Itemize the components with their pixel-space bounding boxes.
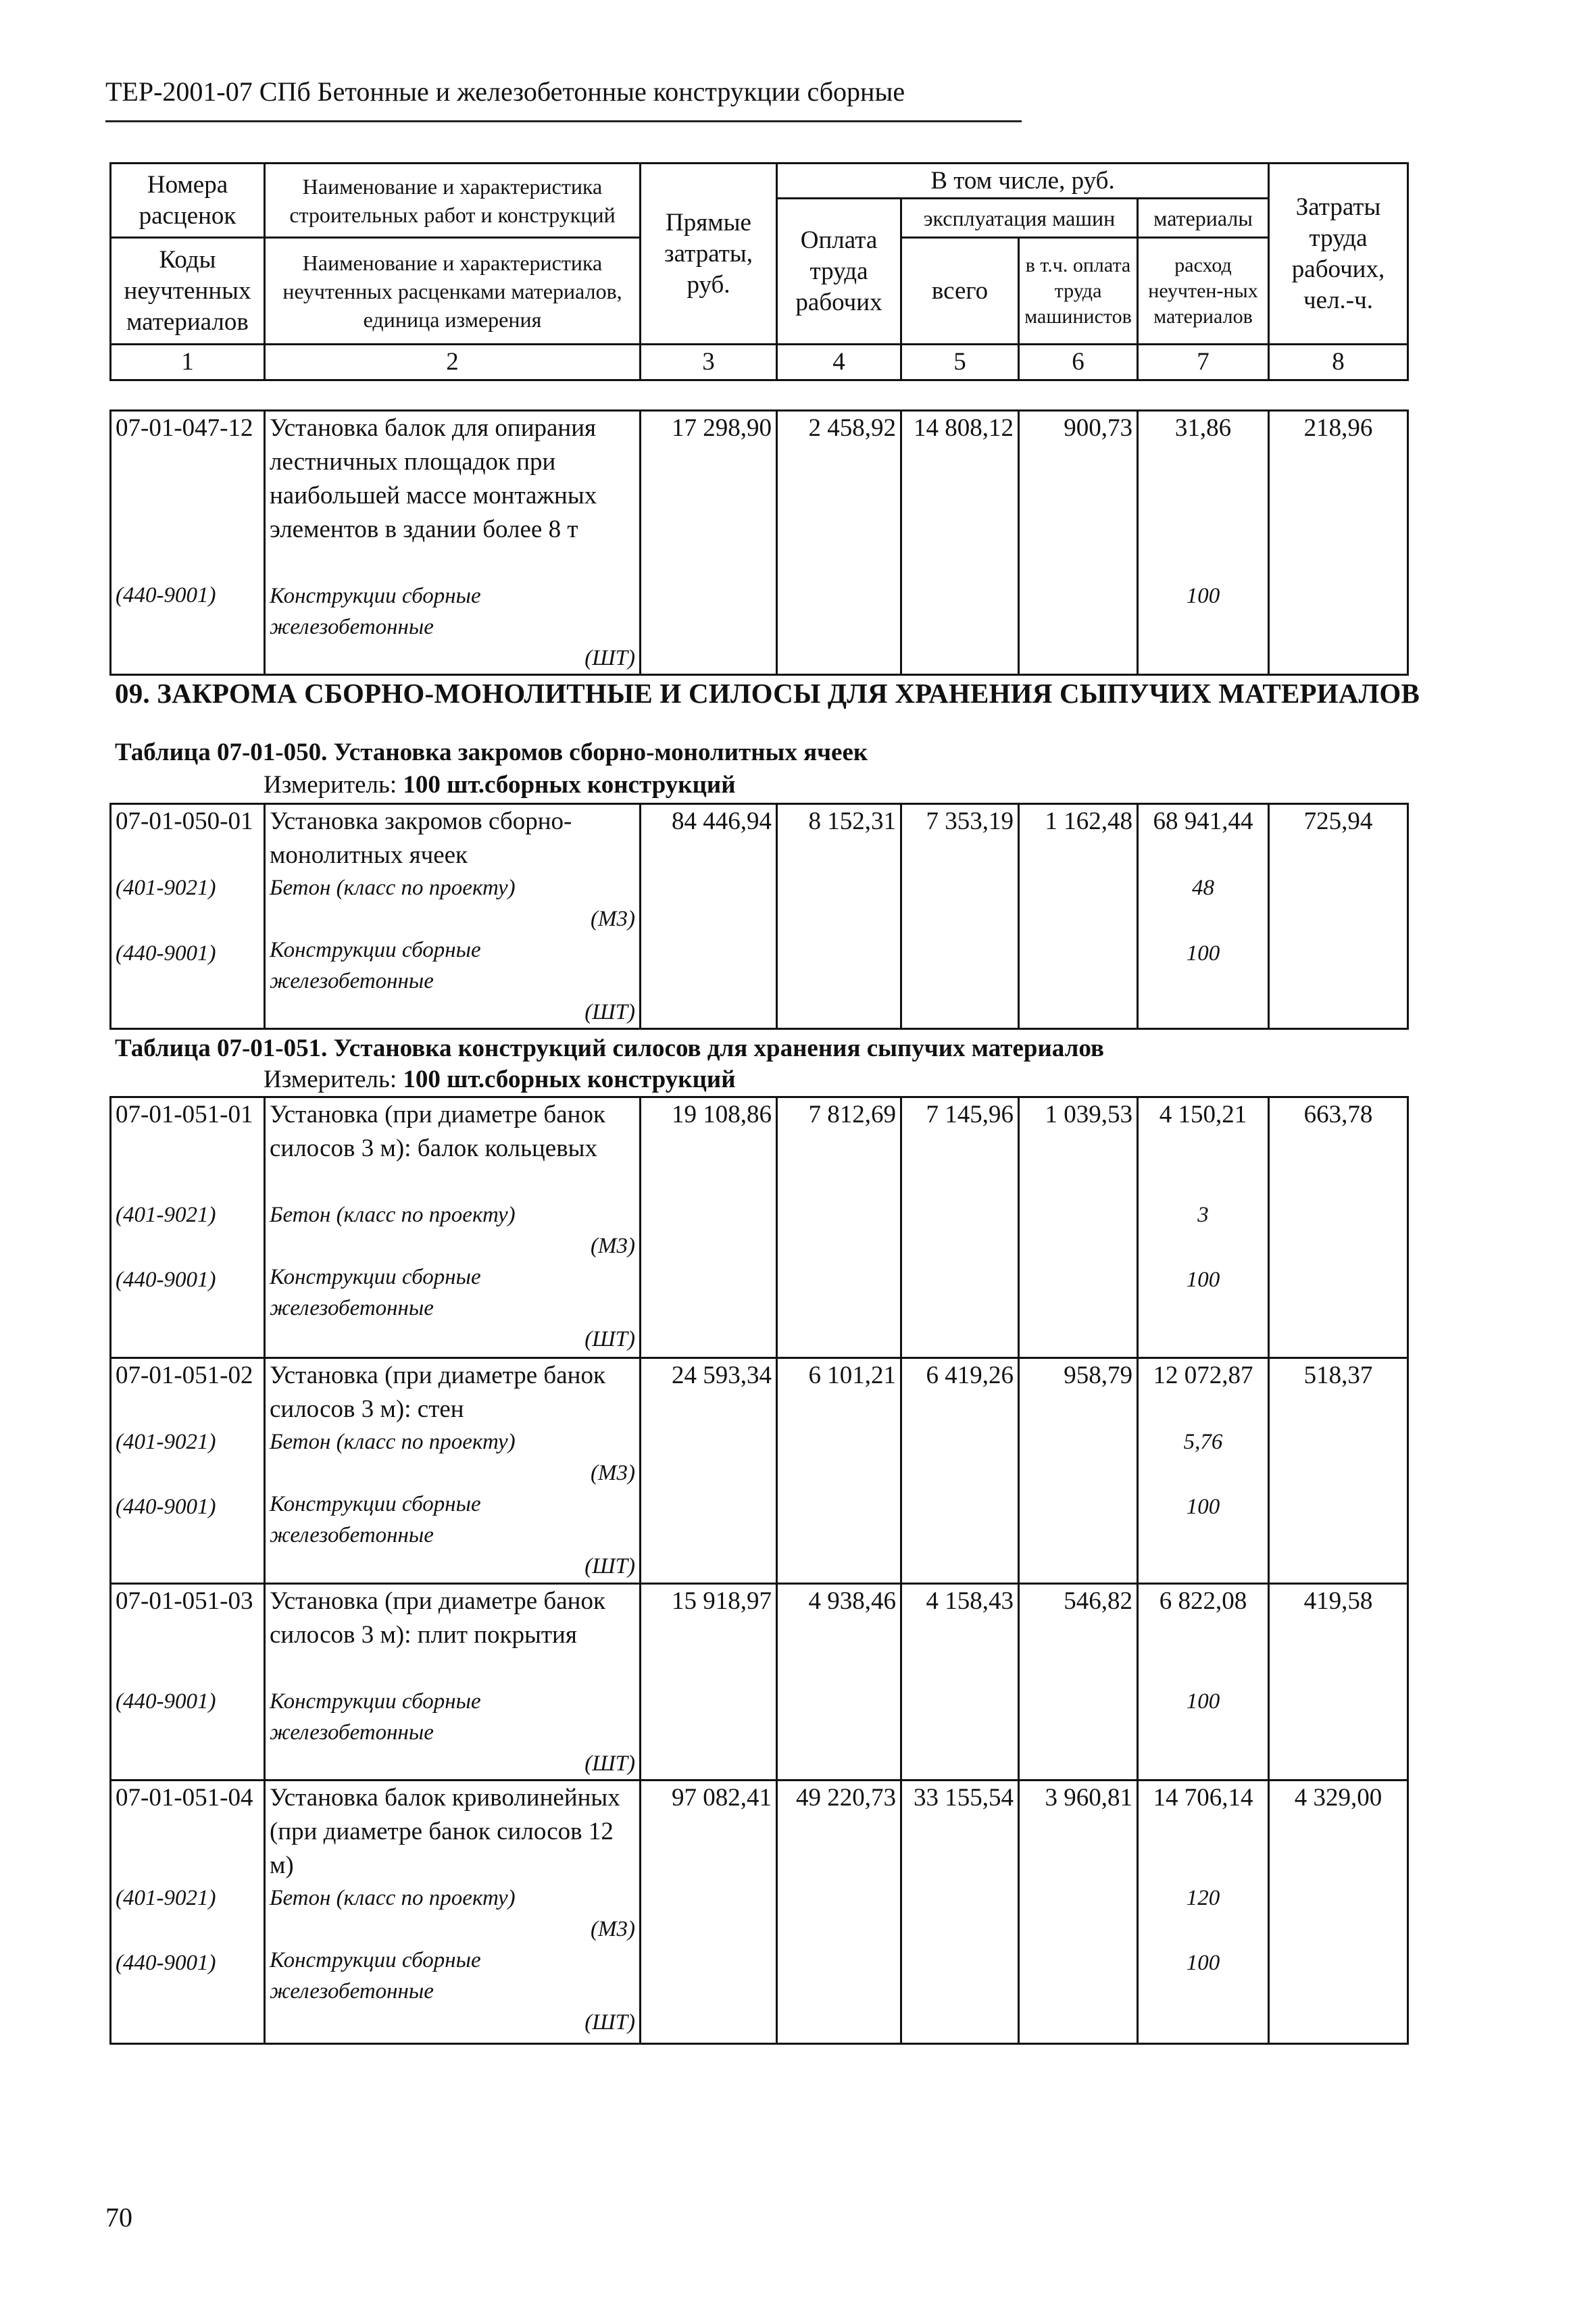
direct-cost: 24 593,34: [641, 1358, 777, 1584]
rate-row: [111, 804, 1408, 1029]
material-qty: 100: [1186, 1689, 1220, 1714]
rate-table-047: [109, 409, 1409, 676]
material-code: (401-9021): [116, 1203, 216, 1227]
rate-row: [111, 1584, 1408, 1781]
measure-label: Измеритель:: [264, 1066, 397, 1093]
material-name: Конструкции сборные железобетонные: [270, 1948, 481, 2003]
material-code: (401-9021): [116, 876, 216, 900]
materials-cost: 14 706,14: [1153, 1784, 1253, 1812]
material-unit: (ШТ): [584, 1554, 635, 1578]
col-number: 1: [111, 345, 265, 380]
machine-cost: 33 155,54: [901, 1781, 1019, 2044]
materials-cost: 31,86: [1174, 414, 1232, 442]
table-051-measure: [264, 1065, 736, 1094]
column-header-table: [109, 162, 1409, 381]
labor-hours: 663,78: [1269, 1097, 1408, 1358]
labor-hours: 218,96: [1269, 411, 1408, 675]
material-code: (401-9021): [116, 1430, 216, 1454]
materials-cost: 6 822,08: [1159, 1587, 1247, 1615]
materials-cost: 68 941,44: [1153, 807, 1253, 835]
material-code: (440-9001): [116, 583, 216, 607]
material-unit: (М3): [591, 1917, 635, 1941]
direct-cost: 17 298,90: [641, 411, 777, 675]
material-name: Конструкции сборные железобетонные: [270, 584, 481, 639]
measure-value: 100 шт.сборных конструкций: [403, 771, 736, 799]
labor-cost: 7 812,69: [777, 1097, 901, 1358]
material-qty: 48: [1192, 876, 1214, 900]
operator-cost: 958,79: [1019, 1358, 1138, 1584]
material-unit: (ШТ): [584, 1751, 635, 1776]
material-name: Бетон (класс по проекту): [270, 1203, 516, 1227]
machine-cost: 14 808,12: [901, 411, 1019, 675]
labor-cost: 4 938,46: [777, 1584, 901, 1781]
measure-label: Измеритель:: [264, 771, 397, 799]
material-code: (440-9001): [116, 1951, 216, 1975]
labor-cost: 49 220,73: [777, 1781, 901, 2044]
material-qty: 5,76: [1183, 1430, 1223, 1454]
materials-cost: 12 072,87: [1153, 1362, 1253, 1389]
materials-header: материалы: [1138, 199, 1269, 238]
material-unit: (М3): [591, 1461, 635, 1485]
rate-code: 07-01-051-03: [116, 1587, 253, 1615]
material-unit: (ШТ): [584, 646, 635, 670]
material-code: (440-9001): [116, 1495, 216, 1519]
rate-row: [111, 1781, 1408, 2044]
rate-name: Установка (при диаметре банок силосов 3 м): балок кольцевых: [270, 1101, 605, 1162]
material-qty: 100: [1186, 1951, 1220, 1975]
direct-cost: 97 082,41: [641, 1781, 777, 2044]
material-qty: 100: [1186, 1495, 1220, 1519]
labor-hours: 4 329,00: [1269, 1781, 1408, 2044]
rate-code: 07-01-051-04: [116, 1784, 253, 1812]
col5-header: всего: [901, 238, 1019, 345]
machine-cost: 7 145,96: [901, 1097, 1019, 1358]
rate-name: Установка балок криволинейных (при диаметре банок силосов 12 м): [270, 1784, 620, 1879]
col-number: 6: [1019, 345, 1138, 380]
rate-table-051: [109, 1096, 1409, 2045]
material-qty: 100: [1186, 1268, 1220, 1292]
rate-name: Установка (при диаметре банок силосов 3 м): плит покрытия: [270, 1587, 605, 1649]
including-header: В том числе, руб.: [777, 164, 1269, 199]
rate-name: Установка балок для опирания лестничных площадок при наибольшей массе монтажных элементов в здании более 8 т: [270, 414, 597, 543]
direct-cost: 84 446,94: [641, 804, 777, 1029]
operator-cost: 3 960,81: [1019, 1781, 1138, 2044]
materials-cost: 4 150,21: [1159, 1101, 1247, 1128]
direct-cost: 15 918,97: [641, 1584, 777, 1781]
header-rule: [105, 120, 1022, 122]
rate-row: [111, 1358, 1408, 1584]
rate-name: Установка закромов сборно-монолитных ячеек: [270, 807, 572, 869]
col2-top-header: Наименование и характеристика строительных работ и конструкций: [265, 164, 641, 238]
col8-header: Затраты труда рабочих, чел.-ч.: [1269, 164, 1408, 345]
col1-top-header: Номера расценок: [111, 164, 265, 238]
rate-code: 07-01-050-01: [116, 807, 253, 835]
material-unit: (М3): [591, 1234, 635, 1258]
machine-cost: 6 419,26: [901, 1358, 1019, 1584]
column-numbers-row: [111, 345, 1408, 380]
col-number: 8: [1269, 345, 1408, 380]
material-unit: (ШТ): [584, 1327, 635, 1351]
material-code: (440-9001): [116, 941, 216, 966]
material-code: (440-9001): [116, 1268, 216, 1292]
col-number: 3: [641, 345, 777, 380]
operator-cost: 1 162,48: [1019, 804, 1138, 1029]
direct-cost: 19 108,86: [641, 1097, 777, 1358]
table-050-measure: [264, 770, 736, 799]
rate-name: Установка (при диаметре банок силосов 3 м): стен: [270, 1362, 605, 1423]
col1-bottom-header: Коды неучтенных материалов: [111, 238, 265, 345]
col3-header: Прямые затраты, руб.: [641, 164, 777, 345]
machine-cost: 7 353,19: [901, 804, 1019, 1029]
material-name: Бетон (класс по проекту): [270, 1430, 516, 1454]
col-number: 2: [265, 345, 641, 380]
labor-cost: 8 152,31: [777, 804, 901, 1029]
measure-value: 100 шт.сборных конструкций: [403, 1066, 736, 1093]
page-header-title: ТЕР-2001-07 СПб Бетонные и железобетонные конструкции сборные: [105, 76, 905, 107]
col-number: 7: [1138, 345, 1269, 380]
material-unit: (ШТ): [584, 2010, 635, 2035]
col2-bottom-header: Наименование и характеристика неучтенных расценками материалов, единица измерения: [265, 238, 641, 345]
labor-hours: 518,37: [1269, 1358, 1408, 1584]
rate-row: [111, 1097, 1408, 1358]
page-number: 70: [105, 2202, 132, 2233]
machines-header: эксплуатация машин: [901, 199, 1138, 238]
col-number: 5: [901, 345, 1019, 380]
rate-table-050: [109, 803, 1409, 1030]
machine-cost: 4 158,43: [901, 1584, 1019, 1781]
material-name: Конструкции сборные железобетонные: [270, 938, 481, 993]
section-title: 09. ЗАКРОМА СБОРНО-МОНОЛИТНЫЕ И СИЛОСЫ ДЛЯ ХРАНЕНИЯ СЫПУЧИХ МАТЕРИАЛОВ: [115, 678, 1420, 709]
operator-cost: 900,73: [1019, 411, 1138, 675]
operator-cost: 1 039,53: [1019, 1097, 1138, 1358]
material-name: Бетон (класс по проекту): [270, 876, 516, 900]
labor-cost: 6 101,21: [777, 1358, 901, 1584]
rate-code: 07-01-051-02: [116, 1362, 253, 1389]
material-name: Конструкции сборные железобетонные: [270, 1492, 481, 1547]
rate-row: [111, 411, 1408, 675]
col7-header: расход неучтен-ных материалов: [1138, 238, 1269, 345]
material-name: Бетон (класс по проекту): [270, 1886, 516, 1910]
rate-code: 07-01-047-12: [116, 414, 253, 442]
material-qty: 3: [1197, 1203, 1209, 1227]
rate-code: 07-01-051-01: [116, 1101, 253, 1128]
material-qty: 120: [1186, 1886, 1220, 1910]
material-code: (440-9001): [116, 1689, 216, 1714]
material-name: Конструкции сборные железобетонные: [270, 1689, 481, 1745]
material-unit: (М3): [591, 907, 635, 931]
material-name: Конструкции сборные железобетонные: [270, 1265, 481, 1320]
table-050-caption: Таблица 07-01-050. Установка закромов сборно-монолитных ячеек: [115, 739, 868, 766]
operator-cost: 546,82: [1019, 1584, 1138, 1781]
material-unit: (ШТ): [584, 1000, 635, 1024]
col6-header: в т.ч. оплата труда машинистов: [1019, 238, 1138, 345]
labor-hours: 419,58: [1269, 1584, 1408, 1781]
table-051-caption: Таблица 07-01-051. Установка конструкций силосов для хранения сыпучих материалов: [115, 1035, 1104, 1062]
material-code: (401-9021): [116, 1886, 216, 1910]
labor-cost: 2 458,92: [777, 411, 901, 675]
labor-hours: 725,94: [1269, 804, 1408, 1029]
material-qty: 100: [1186, 584, 1220, 608]
material-qty: 100: [1186, 941, 1220, 966]
col4-header: Оплата труда рабочих: [777, 199, 901, 345]
col-number: 4: [777, 345, 901, 380]
